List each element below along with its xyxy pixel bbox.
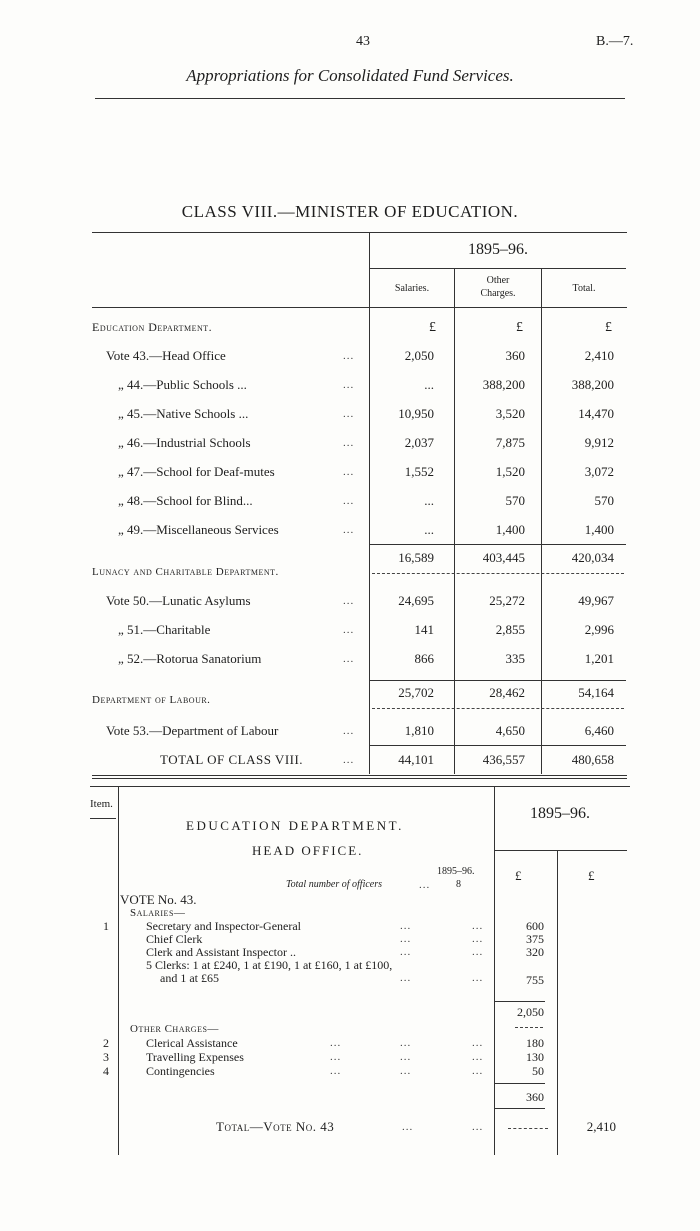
subtotal-underline-1 [372,573,624,574]
summary-row-salaries: 866 [414,651,434,666]
other-total-underline [495,1108,545,1109]
leader-dots: ... [343,466,355,478]
summary-row-other: 1,520 [495,464,525,479]
vote-total-amount: 2,410 [586,1119,616,1134]
item-number: 4 [103,1064,109,1078]
summary-row-salaries: 24,695 [398,593,434,608]
other-charges-heading: Other Charges— [130,1023,219,1035]
summary-row-other: 360 [505,348,525,363]
grand-total-label: TOTAL OF CLASS VIII. [160,752,304,767]
currency-salaries: £ [429,320,436,335]
summary-row-salaries: 2,037 [404,435,434,450]
summary-row-salaries: ... [424,522,434,537]
leader-dots: ... [472,972,484,984]
summary-header-rule [92,307,627,308]
leader-dots: ... [472,946,484,958]
leader-dots: ... [330,1051,342,1063]
salary-line-amount: 600 [526,919,544,933]
detail-item-col-divider [118,787,119,1155]
col-header-total: Total. [572,283,596,294]
officers-count: 8 [456,879,461,890]
summary-row-total: 570 [594,493,614,508]
col-header-other-1: Other [486,275,510,286]
summary-row-label: „ 47.—School for Deaf-mutes [118,464,275,479]
leader-dots: ... [472,1051,484,1063]
salary-line-amount: 320 [526,945,544,959]
summary-year-rule [370,268,626,269]
subtotal-rule-1 [370,544,626,545]
leader-dots: ... [472,1065,484,1077]
summary-row-other: 335 [505,651,525,666]
summary-row-other: 7,875 [495,435,525,450]
subtotal-rule-2 [370,680,626,681]
other-charge-label: Clerical Assistance [146,1036,238,1050]
other-charge-label: Contingencies [146,1064,215,1078]
leader-dots: ... [343,595,355,607]
other-charge-amount: 50 [532,1064,544,1078]
summary-row-other: 2,855 [495,622,525,637]
summary-row-label: „ 51.—Charitable [118,622,211,637]
header-rule [95,98,625,99]
item-column-header: Item. [90,798,113,810]
summary-row-other: 25,272 [489,593,525,608]
summary-year: 1895–96. [468,241,528,258]
summary-row-salaries: 1,810 [404,723,434,738]
officers-year: 1895–96. [437,866,475,877]
summary-row-other: 3,520 [495,406,525,421]
detail-top-rule [90,786,630,787]
summary-row-label: „ 49.—Miscellaneous Services [118,522,279,537]
summary-row-total: 2,996 [584,622,614,637]
col-header-salaries: Salaries. [394,283,430,294]
leader-dots: ... [400,972,412,984]
leader-dots: ... [343,524,355,536]
vote-total-label: Total—Vote No. 43 [216,1119,335,1134]
summary-row-salaries: ... [424,377,434,392]
salary-line-amount: 755 [526,973,544,987]
other-charges-total: 360 [526,1090,544,1104]
summary-row-salaries: 1,552 [404,464,434,479]
leader-dots: ... [472,920,484,932]
summary-row-other: 4,650 [495,723,525,738]
col-header-other-2: Charges. [480,288,516,299]
summary-row-label: „ 48.—School for Blind... [118,493,253,508]
subtotal-other-2: 28,462 [489,685,525,700]
summary-row-salaries: 2,050 [404,348,434,363]
leader-dots: ... [472,933,484,945]
running-title: Appropriations for Consolidated Fund Services. [186,66,514,85]
salaries-heading: Salaries— [130,907,186,919]
leader-dots: ... [343,437,355,449]
leader-dots: ... [400,946,412,958]
summary-row-salaries: 10,950 [398,406,434,421]
summary-bottom-rule [92,775,627,776]
summary-row-total: 1,201 [584,651,614,666]
officers-label: Total number of officers [286,879,383,890]
summary-row-total: 14,470 [578,406,614,421]
detail-year-rule [495,850,627,851]
leader-dots: ... [343,653,355,665]
leader-dots: ... [343,379,355,391]
salaries-total-rule [495,1001,545,1002]
summary-row-total: 6,460 [584,723,614,738]
summary-row-total: 1,400 [584,522,614,537]
grand-total-total: 480,658 [571,752,614,767]
summary-row-label: „ 44.—Public Schools ... [118,377,247,392]
leader-dots: ... [343,495,355,507]
other-charge-amount: 180 [526,1036,544,1050]
currency-other: £ [516,320,523,335]
other-charge-label: Travelling Expenses [146,1050,244,1064]
leader-dots: ... [419,879,431,891]
summary-row-label: „ 45.—Native Schools ... [118,406,249,421]
subtotal-total-1: 420,034 [571,550,614,565]
summary-row-total: 3,072 [584,464,614,479]
summary-row-label: Vote 50.—Lunatic Asylums [106,593,251,608]
vote-number: VOTE No. 43. [120,892,197,907]
subtotal-underline-2 [372,708,624,709]
leader-dots: ... [472,1037,484,1049]
section-heading-education: Education Department. [92,320,213,334]
leader-dots: ... [343,624,355,636]
summary-row-salaries: ... [424,493,434,508]
detail-year: 1895–96. [530,805,590,822]
other-charges-dash [515,1027,543,1028]
item-number: 3 [103,1050,109,1064]
summary-row-label: Vote 43.—Head Office [106,348,226,363]
leader-dots: ... [343,725,355,737]
leader-dots: ... [343,408,355,420]
section-heading-lunacy: Lunacy and Charitable Department. [92,566,279,578]
leader-dots: ... [400,933,412,945]
salary-line-amount: 375 [526,932,544,946]
summary-row-salaries: 141 [414,622,434,637]
summary-row-other: 1,400 [495,522,525,537]
summary-top-rule [92,232,627,233]
summary-row-total: 49,967 [578,593,614,608]
leader-dots: ... [330,1037,342,1049]
summary-row-other: 570 [505,493,525,508]
page-number: 43 [356,34,370,49]
item-number: 2 [103,1036,109,1050]
section-heading-labour: Department of Labour. [92,694,211,706]
salaries-total: 2,050 [517,1005,544,1019]
leader-dots: ... [472,1121,484,1133]
subtotal-total-2: 54,164 [578,685,614,700]
detail-office-title: HEAD OFFICE. [252,843,364,858]
other-charge-amount: 130 [526,1050,544,1064]
summary-row-label: „ 46.—Industrial Schools [118,435,251,450]
other-total-rule [495,1083,545,1084]
class-title: CLASS VIII.—MINISTER OF EDUCATION. [181,202,519,221]
salary-line-label: Clerk and Assistant Inspector .. [146,945,296,959]
leader-dots: ... [400,1051,412,1063]
item-number: 1 [103,919,109,933]
leader-dots: ... [343,754,355,766]
summary-bottom-rule-double [92,778,627,779]
grand-total-other: 436,557 [482,752,525,767]
leader-dots: ... [343,350,355,362]
salary-line-label: Secretary and Inspector-General [146,919,302,933]
grand-total-rule [370,745,626,746]
subtotal-salaries-1: 16,589 [398,550,434,565]
summary-row-total: 388,200 [571,377,614,392]
salary-line-label: 5 Clerks: 1 at £240, 1 at £190, 1 at £160, 1 at £100, [146,958,393,972]
summary-row-total: 9,912 [584,435,614,450]
grand-total-salaries: 44,101 [398,752,434,767]
detail-currency-2: £ [588,868,595,883]
subtotal-other-1: 403,445 [482,550,525,565]
detail-currency-1: £ [515,868,522,883]
leader-dots: ... [330,1065,342,1077]
leader-dots: ... [402,1121,414,1133]
leader-dots: ... [400,1037,412,1049]
vote-total-dash [508,1128,548,1129]
summary-row-other: 388,200 [482,377,525,392]
subtotal-salaries-2: 25,702 [398,685,434,700]
summary-row-total: 2,410 [584,348,614,363]
detail-amount-col-divider-2 [557,850,558,1155]
document-reference: B.—7. [596,34,634,49]
summary-row-label: Vote 53.—Department of Labour [106,723,279,738]
currency-total: £ [605,320,612,335]
salary-line-label: Chief Clerk [146,932,203,946]
salary-line-label-continued: and 1 at £65 [160,971,219,985]
leader-dots: ... [400,920,412,932]
leader-dots: ... [400,1065,412,1077]
detail-department-title: EDUCATION DEPARTMENT. [186,818,404,833]
summary-row-label: „ 52.—Rotorua Sanatorium [118,651,262,666]
item-header-rule [90,818,116,819]
